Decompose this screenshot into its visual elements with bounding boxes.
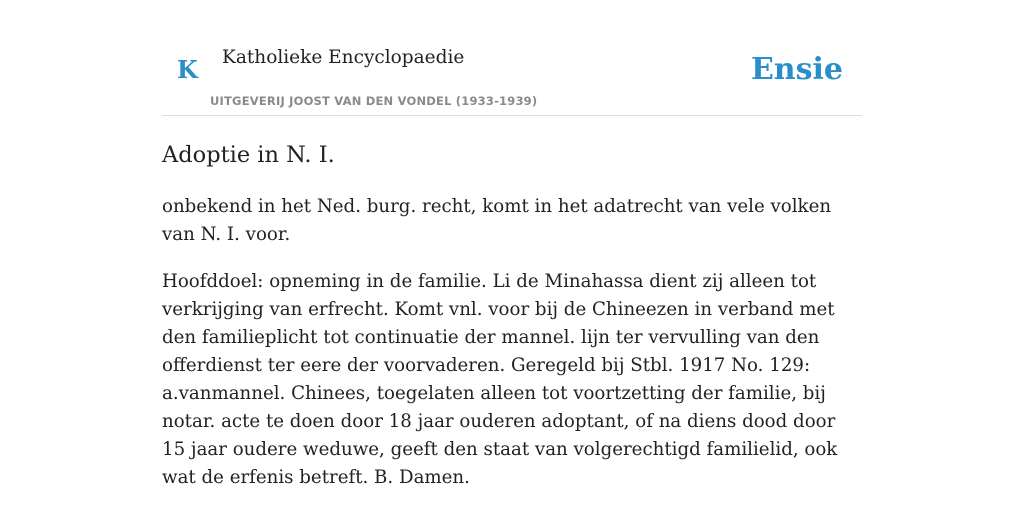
article-paragraph: onbekend in het Ned. burg. recht, komt in het adatrecht van vele volken van N. I. voor. bbox=[162, 196, 832, 245]
article-title: Adoptie in N. I. bbox=[162, 142, 335, 168]
ensie-brand-logo[interactable]: Ensie bbox=[750, 52, 843, 87]
article-paragraph: Hoofddoel: opneming in de familie. Li de Minahassa dient zij alleen tot verkrijging van erfrecht. Komt vnl. voor bij de Chineezen in verband met den familieplicht tot continuatie der mannel. lijn ter vervulling van den offerdienst ter eere der voorvaderen. Geregeld bij Stbl. 1917 No. 129: a.vanmannel. Chinees, toegelaten alleen tot voortzetting der familie, bij notar. acte te doen door 18 jaar ouderen adoptant, of na diens dood door 15 jaar oudere weduwe, geeft den staat van volgerechtigd familielid, ook wat de erfenis betreft. B. Damen. bbox=[162, 271, 838, 488]
page-container bbox=[162, 0, 862, 492]
k-logo-icon[interactable]: K bbox=[177, 55, 198, 84]
publisher-subtitle: UITGEVERIJ JOOST VAN DEN VONDEL (1933-1939) bbox=[210, 94, 538, 108]
site-title[interactable]: Katholieke Encyclopaedie bbox=[222, 47, 465, 68]
site-header bbox=[162, 0, 862, 116]
